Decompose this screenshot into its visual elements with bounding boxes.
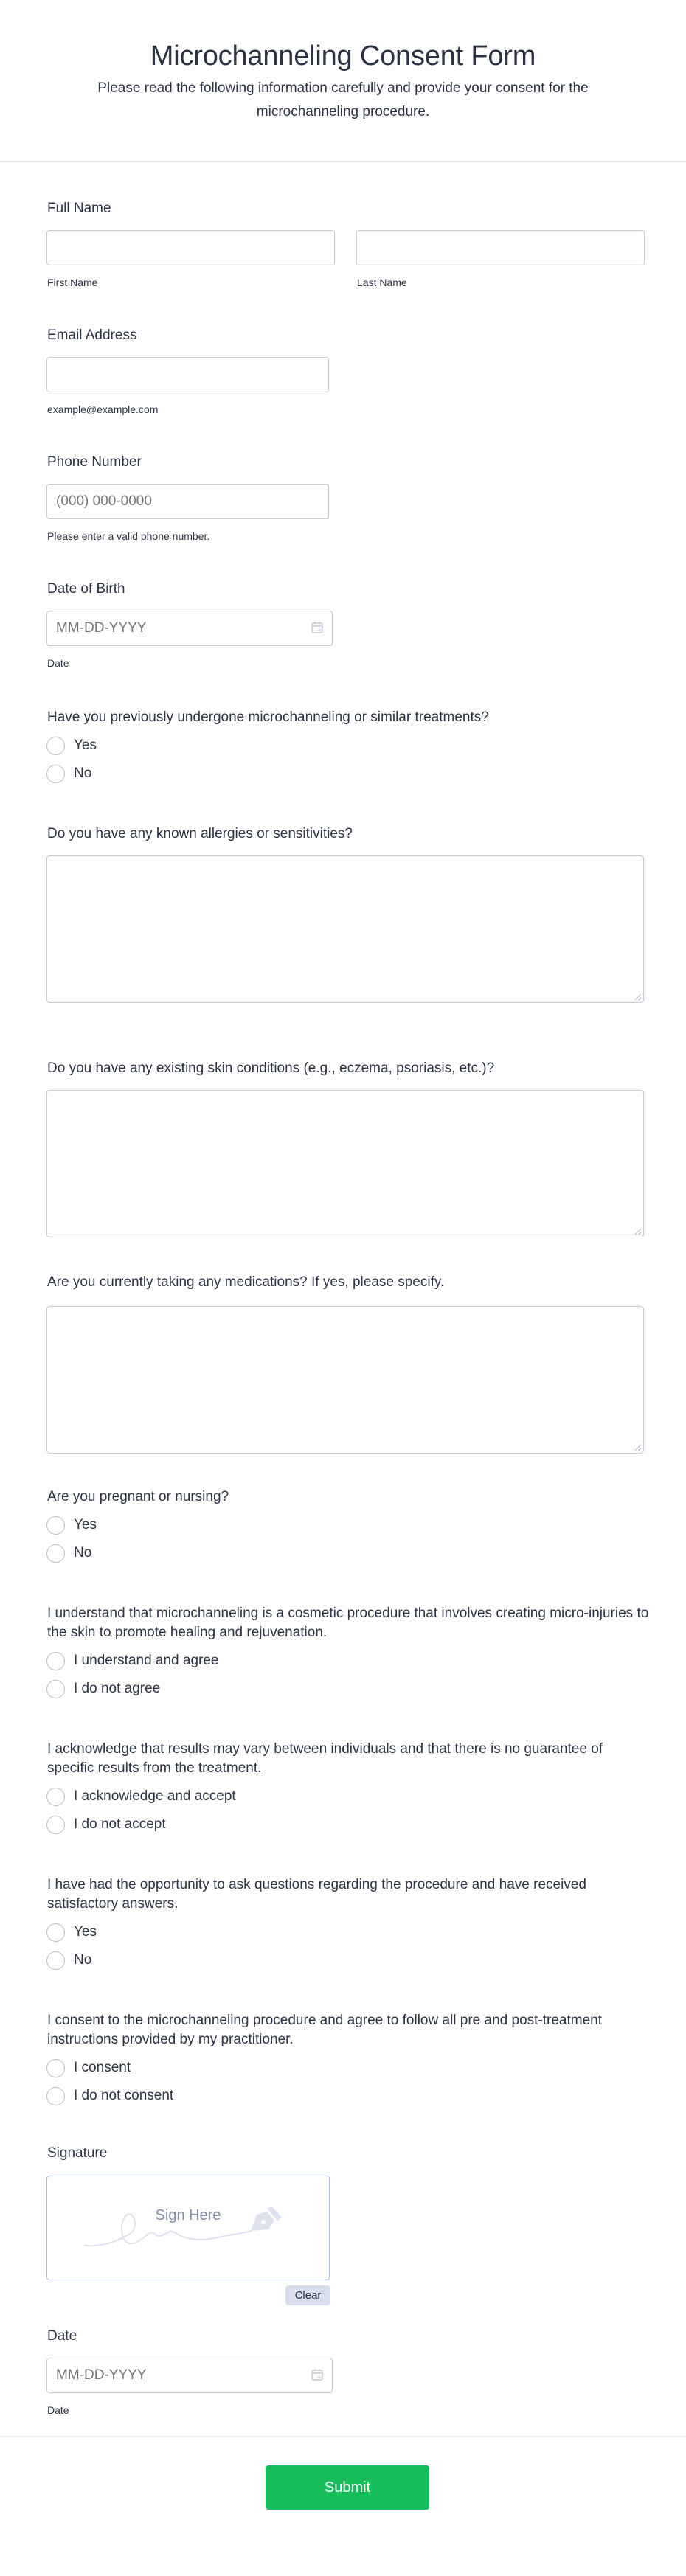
radio-consent-yes[interactable]: I consent <box>47 2054 645 2082</box>
previous-treatment-question: Have you previously undergone microchanneling or similar treatments? <box>47 709 489 725</box>
medications-field <box>47 1273 645 1454</box>
radio-understand-disagree[interactable]: I do not agree <box>47 1675 645 1703</box>
radio-previous-no[interactable]: No <box>47 760 645 788</box>
consent-form <box>0 199 686 2417</box>
resize-handle-icon[interactable] <box>635 1229 641 1235</box>
pregnant-field <box>47 1487 645 1567</box>
skin-conditions-question: Do you have any existing skin conditions (e.g., eczema, psoriasis, etc.)? <box>47 1060 495 1076</box>
understand-field <box>47 1604 649 1703</box>
dob-label: Date of Birth <box>47 581 125 597</box>
date-field <box>47 2327 645 2417</box>
sign-here-placeholder: Sign Here <box>155 2207 221 2223</box>
phone-field <box>47 453 645 543</box>
radio-circle[interactable] <box>46 1951 65 1970</box>
skin-conditions-textarea[interactable] <box>46 1090 644 1237</box>
radio-circle[interactable] <box>46 1652 65 1670</box>
full-name-field <box>47 199 645 289</box>
last-name-sublabel: Last Name <box>357 277 407 288</box>
phone-input[interactable] <box>46 484 329 519</box>
radio-questions-yes[interactable]: Yes <box>47 1918 645 1946</box>
previous-treatment-field <box>47 708 645 788</box>
page-title: Microchanneling Consent Form <box>150 41 536 72</box>
acknowledge-statement: I acknowledge that results may vary between individuals and that there is no guarantee of specific results from the treatment. <box>47 1741 603 1776</box>
phone-sublabel: Please enter a valid phone number. <box>47 530 210 542</box>
submit-button[interactable]: Submit <box>266 2465 429 2510</box>
resize-handle-icon[interactable] <box>635 994 641 1000</box>
clear-signature-button[interactable]: Clear <box>285 2285 330 2305</box>
first-name-sublabel: First Name <box>47 277 98 288</box>
medications-question: Are you currently taking any medications? If yes, please specify. <box>47 1274 445 1290</box>
radio-circle[interactable] <box>46 2087 65 2105</box>
radio-acknowledge-reject[interactable]: I do not accept <box>47 1811 645 1839</box>
calendar-icon[interactable] <box>311 2368 324 2381</box>
form-footer <box>0 2436 686 2576</box>
date-sublabel: Date <box>47 2404 69 2416</box>
dob-sublabel: Date <box>47 657 69 669</box>
phone-label: Phone Number <box>47 454 142 470</box>
radio-acknowledge-accept[interactable]: I acknowledge and accept <box>47 1782 645 1811</box>
skin-conditions-field <box>47 1059 645 1237</box>
email-input[interactable] <box>46 357 329 392</box>
radio-circle[interactable] <box>46 1516 65 1535</box>
radio-circle[interactable] <box>46 1788 65 1806</box>
radio-understand-agree[interactable]: I understand and agree <box>47 1647 645 1675</box>
medications-textarea[interactable] <box>46 1306 644 1454</box>
email-field <box>47 326 645 416</box>
last-name-input[interactable] <box>356 230 645 265</box>
radio-previous-yes[interactable]: Yes <box>47 732 645 760</box>
consent-field <box>47 2011 645 2110</box>
radio-pregnant-yes[interactable]: Yes <box>47 1511 645 1539</box>
allergies-field <box>47 824 645 1003</box>
radio-circle[interactable] <box>46 1544 65 1563</box>
questions-answered-statement: I have had the opportunity to ask questions regarding the procedure and have received satisfactory answers. <box>47 1877 586 1912</box>
email-sublabel: example@example.com <box>47 403 159 415</box>
first-name-input[interactable] <box>46 230 335 265</box>
radio-circle[interactable] <box>46 737 65 755</box>
signature-pad[interactable] <box>46 2176 330 2280</box>
date-label: Date <box>47 2328 77 2344</box>
radio-pregnant-no[interactable]: No <box>47 1539 645 1567</box>
radio-circle[interactable] <box>46 765 65 783</box>
consent-statement: I consent to the microchanneling procedure and agree to follow all pre and post-treatment instructions provided by my practitioner. <box>47 2013 603 2047</box>
email-label: Email Address <box>47 327 137 343</box>
radio-questions-no[interactable]: No <box>47 1946 645 1974</box>
allergies-question: Do you have any known allergies or sensitivities? <box>47 826 353 841</box>
radio-consent-no[interactable]: I do not consent <box>47 2082 645 2110</box>
form-header <box>0 0 686 162</box>
radio-circle[interactable] <box>46 1923 65 1942</box>
resize-handle-icon[interactable] <box>635 1445 641 1451</box>
date-input[interactable] <box>46 2358 333 2393</box>
questions-answered-field <box>47 1875 645 1974</box>
allergies-textarea[interactable] <box>46 855 644 1003</box>
radio-circle[interactable] <box>46 2059 65 2077</box>
page-subtitle: Please read the following information carefully and provide your consent for the microchanneling procedure. <box>97 80 589 119</box>
dob-field <box>47 580 645 670</box>
signature-field <box>47 2144 645 2302</box>
signature-label: Signature <box>47 2145 108 2161</box>
understand-statement: I understand that microchanneling is a cosmetic procedure that involves creating micro-injuries to the skin to promote healing and rejuvenation. <box>47 1605 649 1640</box>
calendar-icon[interactable] <box>311 621 324 634</box>
full-name-label: Full Name <box>47 201 111 216</box>
pregnant-question: Are you pregnant or nursing? <box>47 1489 229 1504</box>
dob-input[interactable] <box>46 611 333 646</box>
radio-circle[interactable] <box>46 1816 65 1834</box>
radio-circle[interactable] <box>46 1680 65 1698</box>
acknowledge-field <box>47 1740 645 1839</box>
